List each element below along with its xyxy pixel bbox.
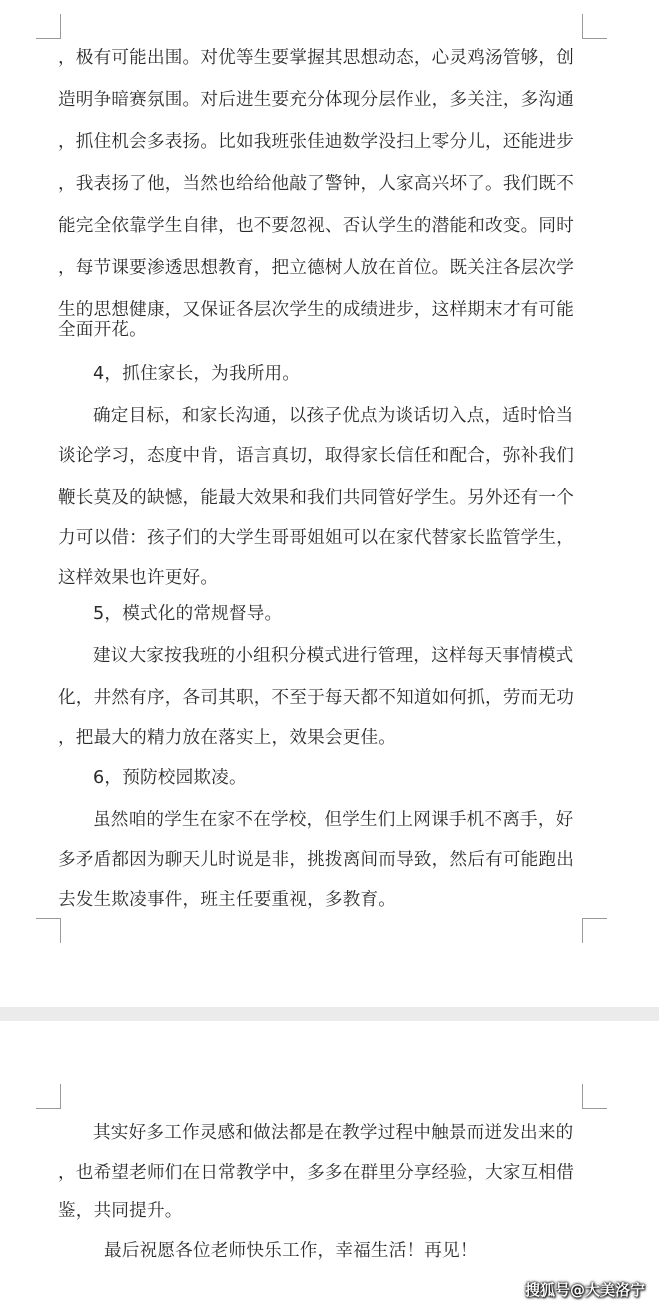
section-6-heading: 6，预防校园欺凌。 xyxy=(93,768,247,788)
paragraph-line: 建议大家按我班的小组积分模式进行管理，这样每天事情模式 xyxy=(93,646,574,666)
document-page-2 xyxy=(0,1021,659,1310)
page-corner-mark-bottom-left xyxy=(36,918,61,943)
paragraph-line: 谈论学习，态度中肯，语言真切，取得家长信任和配合，弥补我们 xyxy=(58,446,575,466)
paragraph-line: 去发生欺凌事件，班主任要重视，多教育。 xyxy=(58,890,397,910)
paragraph-line: ，把最大的精力放在落实上，效果会更佳。 xyxy=(58,728,397,748)
page-corner-mark-top-left xyxy=(36,14,61,39)
paragraph-line: ，每节课要渗透思想教育，把立德树人放在首位。既关注各层次学 xyxy=(58,258,575,278)
page-separator xyxy=(0,1007,659,1021)
paragraph-line: 全面开花。 xyxy=(58,320,147,340)
paragraph-line: 鉴，共同提升。 xyxy=(58,1201,183,1221)
page-corner-mark-top-right xyxy=(582,1084,607,1109)
paragraph-line: 生的思想健康，又保证各层次学生的成绩进步，这样期末才有可能 xyxy=(58,300,575,320)
paragraph-line: ，抓住机会多表扬。比如我班张佳迪数学没扫上零分儿，还能进步 xyxy=(58,132,575,152)
page-corner-mark-top-right xyxy=(582,14,607,39)
paragraph-line: 化，井然有序，各司其职，不至于每天都不知道如何抓，劳而无功 xyxy=(58,688,575,708)
section-4-heading: 4，抓住家长，为我所用。 xyxy=(93,364,301,384)
paragraph-line: 能完全依靠学生自律，也不要忽视、否认学生的潜能和改变。同时 xyxy=(58,216,575,236)
page-corner-mark-top-left xyxy=(36,1084,61,1109)
paragraph-line: 造明争暗赛氛围。对后进生要充分体现分层作业，多关注，多沟通 xyxy=(58,90,575,110)
paragraph-line: 鞭长莫及的缺憾，能最大效果和我们共同管好学生。另外还有一个 xyxy=(58,488,575,508)
paragraph-line: 虽然咱的学生在家不在学校，但学生们上网课手机不离手，好 xyxy=(93,810,574,830)
paragraph-line: 多矛盾都因为聊天儿时说是非，挑拨离间而导致，然后有可能跑出 xyxy=(58,850,575,870)
paragraph-line: 这样效果也许更好。 xyxy=(58,568,219,588)
paragraph-line: ，我表扬了他，当然也给给他敲了警钟，人家高兴坏了。我们既不 xyxy=(58,174,575,194)
page-corner-mark-bottom-right xyxy=(582,918,607,943)
paragraph-line: ，也希望老师们在日常教学中，多多在群里分享经验，大家互相借 xyxy=(58,1163,575,1183)
paragraph-line: 其实好多工作灵感和做法都是在教学过程中触景而迸发出来的 xyxy=(93,1123,574,1143)
section-5-heading: 5，模式化的常规督导。 xyxy=(93,604,283,624)
closing-line: 最后祝愿各位老师快乐工作，幸福生活！再见！ xyxy=(104,1241,478,1261)
watermark-text: 搜狐号@大美洛宁 xyxy=(524,1281,645,1299)
paragraph-line: 力可以借：孩子们的大学生哥哥姐姐可以在家代替家长监管学生， xyxy=(58,528,575,548)
paragraph-line: 确定目标，和家长沟通，以孩子优点为谈话切入点，适时恰当 xyxy=(93,406,574,426)
paragraph-line: ，极有可能出围。对优等生要掌握其思想动态，心灵鸡汤管够，创 xyxy=(58,48,575,68)
